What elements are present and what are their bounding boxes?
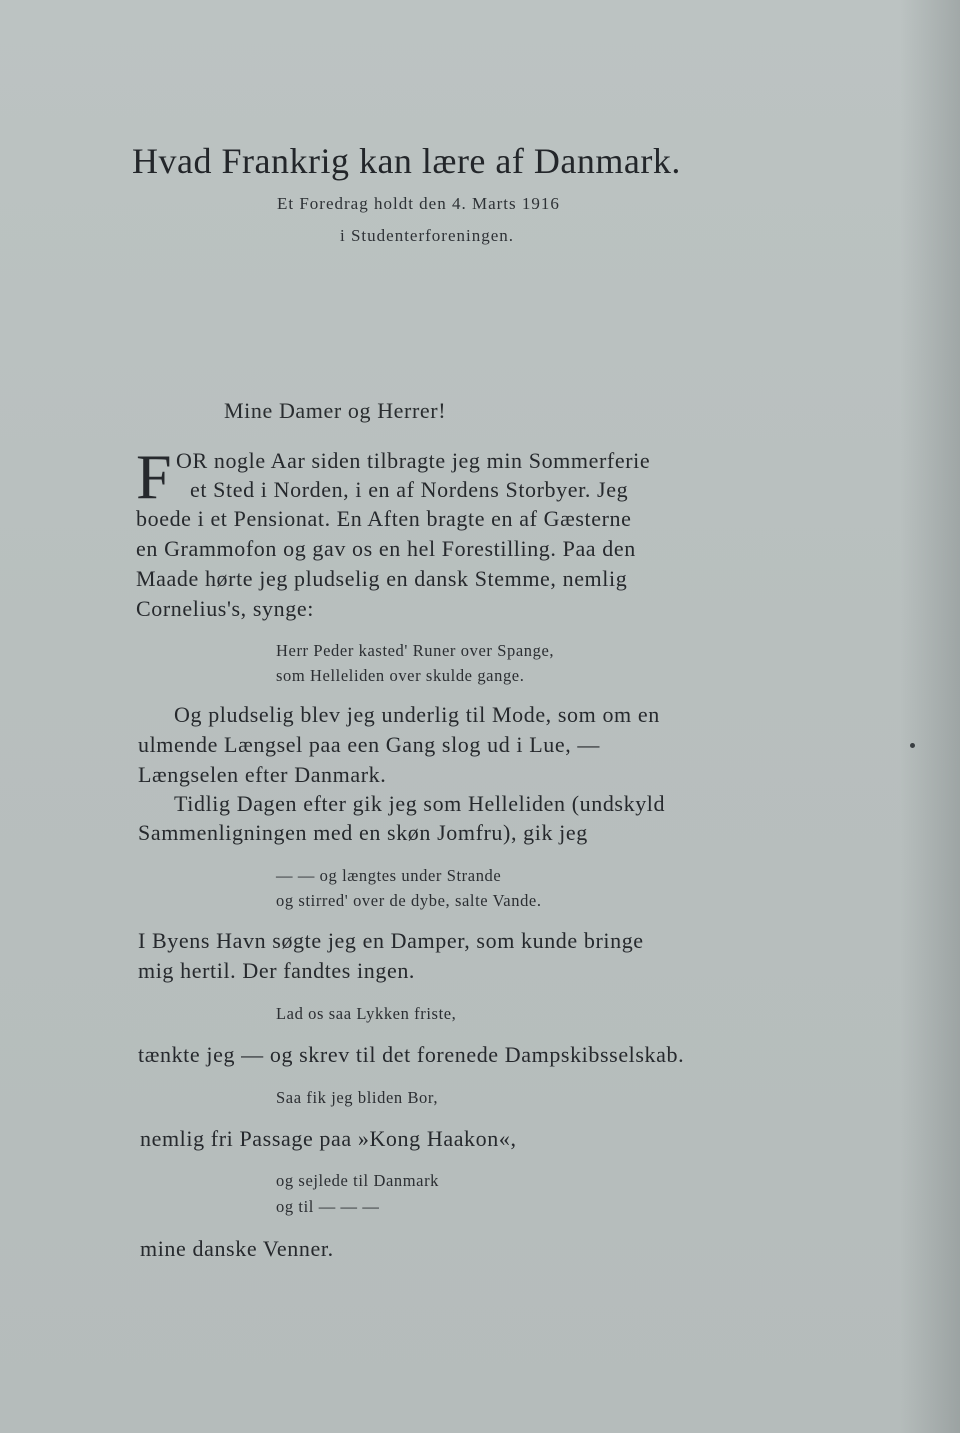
prose7-line: mine danske Venner.: [140, 1236, 334, 1261]
verse5-line1: og sejlede til Danmark: [276, 1171, 440, 1190]
para3-line1: Tidlig Dagen efter gik jeg som Helleliden (undskyld: [174, 791, 666, 816]
verse1-line2: som Helleliden over skulde gange.: [276, 666, 525, 685]
verse4-line: Saa fik jeg bliden Bor,: [276, 1088, 439, 1107]
para2-line2: ulmende Længsel paa een Gang slog ud i Lue, —: [138, 732, 601, 757]
subtitle-line-2: i Studenterforeningen.: [340, 226, 515, 245]
prose6-line: nemlig fri Passage paa »Kong Haakon«,: [140, 1126, 517, 1151]
para1-line1: [176, 448, 760, 474]
verse2-line2: og stirred' over de dybe, salte Vande.: [276, 891, 542, 910]
para2-line3: Længselen efter Danmark.: [138, 762, 387, 787]
para1-line3: boede i et Pensionat. En Aften bragte en af Gæsterne: [136, 506, 632, 531]
paper-speck: [910, 743, 915, 748]
drop-cap: F: [136, 441, 172, 512]
verse5-line2: og til — — —: [276, 1197, 380, 1216]
prose5-line: tænkte jeg — og skrev til det forenede Dampskibsselskab.: [138, 1042, 685, 1067]
para1-line5: Maade hørte jeg pludselig en dansk Stemme, nemlig: [136, 566, 628, 591]
salutation: Mine Damer og Herrer!: [224, 398, 447, 423]
para1-line6: Cornelius's, synge:: [136, 596, 314, 621]
para1-line2: et Sted i Norden, i en af Nordens Storbyer. Jeg: [190, 477, 629, 502]
verse3-line: Lad os saa Lykken friste,: [276, 1004, 457, 1023]
page-title: Hvad Frankrig kan lære af Danmark.: [132, 141, 681, 181]
para2-line1: Og pludselig blev jeg underlig til Mode, som om en: [174, 702, 660, 727]
para4-line2: mig hertil. Der fandtes ingen.: [138, 958, 416, 983]
verse1-line1: Herr Peder kasted' Runer over Spange,: [276, 641, 555, 660]
para4-line1: I Byens Havn søgte jeg en Damper, som kunde bringe: [138, 928, 644, 953]
para1-line1-text: OR nogle Aar siden tilbragte jeg min Sommerferie: [176, 448, 651, 473]
para1-line4: en Grammofon og gav os en hel Forestilling. Paa den: [136, 536, 636, 561]
verse2-line1: — — og længtes under Strande: [276, 866, 502, 885]
subtitle-line-1: Et Foredrag holdt den 4. Marts 1916: [277, 194, 560, 213]
para3-line2: Sammenligningen med en skøn Jomfru), gik jeg: [138, 820, 588, 845]
